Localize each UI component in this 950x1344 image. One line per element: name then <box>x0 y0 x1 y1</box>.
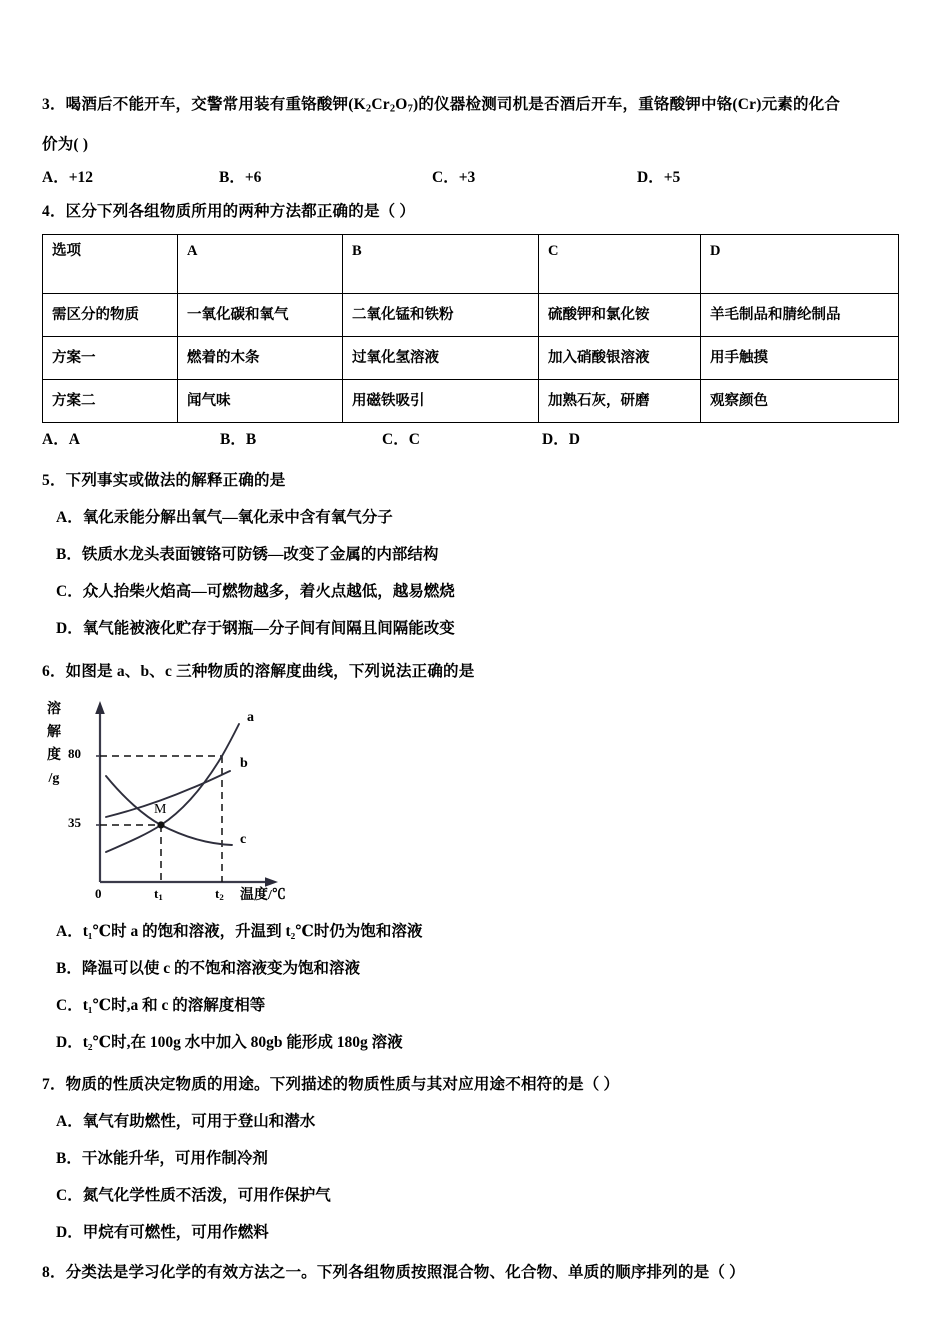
y-axis-label <box>44 698 64 790</box>
comparison-table <box>42 234 899 423</box>
question-6-option-d[interactable]: D．t₂℃时,在 100g 水中加入 80gb 能形成 180g 溶液 <box>56 1034 403 1052</box>
x-axis-label: 温度/℃ <box>240 888 286 904</box>
table-row <box>43 337 899 380</box>
table-cell: 用手触摸 <box>701 337 899 380</box>
table-row-label: 方案二 <box>43 380 178 423</box>
page-content <box>42 86 908 1291</box>
table-header-option: 选项 <box>43 235 178 294</box>
question-5-option-b[interactable]: B．铁质水龙头表面镀铬可防锈—改变了金属的内部结构 <box>56 546 439 564</box>
question-4-option-c[interactable]: C．C <box>382 431 420 449</box>
question-3-option-c[interactable]: C．+3 <box>432 169 476 187</box>
curve-b <box>106 771 230 817</box>
curve-a <box>106 724 239 852</box>
table-cell: 加入硝酸银溶液 <box>539 337 701 380</box>
question-4-options <box>42 427 908 458</box>
y-tick-35: 35 <box>68 815 81 831</box>
subscript-2a: 2 <box>365 103 372 115</box>
question-3-stem-part4: )的仪器检测司机是否酒后开车，重铬酸钾中铬(Cr)元素的化合 <box>413 96 841 113</box>
question-7-option-c[interactable]: C．氮气化学性质不活泼，可用作保护气 <box>56 1187 331 1205</box>
question-6-option-b[interactable]: B．降温可以使 c 的不饱和溶液变为饱和溶液 <box>56 960 360 978</box>
solubility-chart-svg <box>44 694 344 909</box>
question-5-option-d[interactable]: D．氧气能被液化贮存于钢瓶—分子间有间隔且间隔能改变 <box>56 620 455 638</box>
point-m-marker <box>157 822 164 829</box>
question-4-option-a[interactable]: A．A <box>42 431 80 449</box>
question-5-option-a[interactable]: A．氧化汞能分解出氧气—氧化汞中含有氧气分子 <box>56 509 393 527</box>
table-cell: 二氧化锰和铁粉 <box>343 294 539 337</box>
question-7-stem: 7．物质的性质决定物质的用途。下列描述的物质性质与其对应用途不相符的是（ ） <box>42 1076 620 1094</box>
question-4 <box>42 197 908 458</box>
question-8-stem: 8．分类法是学习化学的有效方法之一。下列各组物质按照混合物、化合物、单质的顺序排列的是（ ） <box>42 1264 745 1282</box>
x-tick-0: 0 <box>95 886 102 902</box>
table-cell: 羊毛制品和腈纶制品 <box>701 294 899 337</box>
table-cell: 一氧化碳和氧气 <box>178 294 343 337</box>
question-5 <box>42 463 908 647</box>
question-3-stem-line2: 价为( ) <box>42 136 89 154</box>
table-header-c: C <box>539 235 701 294</box>
table-header-b: B <box>343 235 539 294</box>
question-3-stem-part2: Cr <box>371 96 390 113</box>
question-4-option-b[interactable]: B．B <box>220 431 257 449</box>
curve-label-b: b <box>240 756 248 772</box>
y-axis-label-char-3: 度 <box>47 748 61 764</box>
table-header-d: D <box>701 235 899 294</box>
question-7-option-a[interactable]: A．氧气有助燃性，可用于登山和潜水 <box>56 1113 316 1131</box>
y-tick-80: 80 <box>68 746 81 762</box>
question-3-stem-part3: O <box>395 96 408 113</box>
table-cell: 过氧化氢溶液 <box>343 337 539 380</box>
question-3 <box>42 86 908 197</box>
question-3-option-b[interactable]: B．+6 <box>219 169 262 187</box>
question-6-option-a[interactable]: A．t₁℃时 a 的饱和溶液，升温到 t₂℃时仍为饱和溶液 <box>56 923 423 941</box>
solubility-curve-figure <box>44 694 344 909</box>
question-3-option-d[interactable]: D．+5 <box>637 169 681 187</box>
question-6 <box>42 654 908 1061</box>
table-header-row <box>43 235 899 294</box>
table-cell: 闻气味 <box>178 380 343 423</box>
point-m-label: M <box>154 802 167 818</box>
question-5-stem: 5．下列事实或做法的解释正确的是 <box>42 472 286 490</box>
curve-label-a: a <box>247 710 254 726</box>
question-8 <box>42 1255 908 1291</box>
y-axis-label-char-2: 解 <box>47 725 61 741</box>
question-7 <box>42 1067 908 1251</box>
table-header-a: A <box>178 235 343 294</box>
question-3-option-a[interactable]: A．+12 <box>42 169 94 187</box>
table-row-label: 方案一 <box>43 337 178 380</box>
question-7-option-d[interactable]: D．甲烷有可燃性，可用作燃料 <box>56 1224 269 1242</box>
table-cell: 观察颜色 <box>701 380 899 423</box>
table-row <box>43 380 899 423</box>
y-axis-label-char-1: 溶 <box>47 702 61 718</box>
table-cell: 用磁铁吸引 <box>343 380 539 423</box>
table-row <box>43 294 899 337</box>
chart-dashed-guides <box>100 756 222 882</box>
question-5-option-c[interactable]: C．众人抬柴火焰高—可燃物越多，着火点越低，越易燃烧 <box>56 583 455 601</box>
question-3-stem <box>42 86 908 127</box>
table-cell: 硫酸钾和氯化铵 <box>539 294 701 337</box>
question-7-option-b[interactable]: B．干冰能升华，可用作制冷剂 <box>56 1150 268 1168</box>
y-axis-label-char-4: /g <box>48 771 60 787</box>
table-cell: 燃着的木条 <box>178 337 343 380</box>
question-6-options <box>42 913 908 1061</box>
table-row-label: 需区分的物质 <box>43 294 178 337</box>
curve-c <box>106 776 232 845</box>
question-6-stem: 6．如图是 a、b、c 三种物质的溶解度曲线，下列说法正确的是 <box>42 663 475 681</box>
question-6-option-c[interactable]: C．t₁℃时,a 和 c 的溶解度相等 <box>56 997 266 1015</box>
question-4-stem: 4．区分下列各组物质所用的两种方法都正确的是（ ） <box>42 203 416 221</box>
subscript-7: 7 <box>407 103 414 115</box>
question-3-options <box>42 165 908 197</box>
curve-label-c: c <box>240 832 247 848</box>
subscript-2b: 2 <box>389 103 396 115</box>
x-tick-t1: $t_1$ <box>154 886 163 903</box>
table-cell: 加熟石灰，研磨 <box>539 380 701 423</box>
x-tick-t2: $t_2$ <box>215 886 224 903</box>
question-4-option-d[interactable]: D．D <box>542 431 580 449</box>
question-3-stem-part1: 3．喝酒后不能开车，交警常用装有重铬酸钾(K <box>42 96 366 113</box>
